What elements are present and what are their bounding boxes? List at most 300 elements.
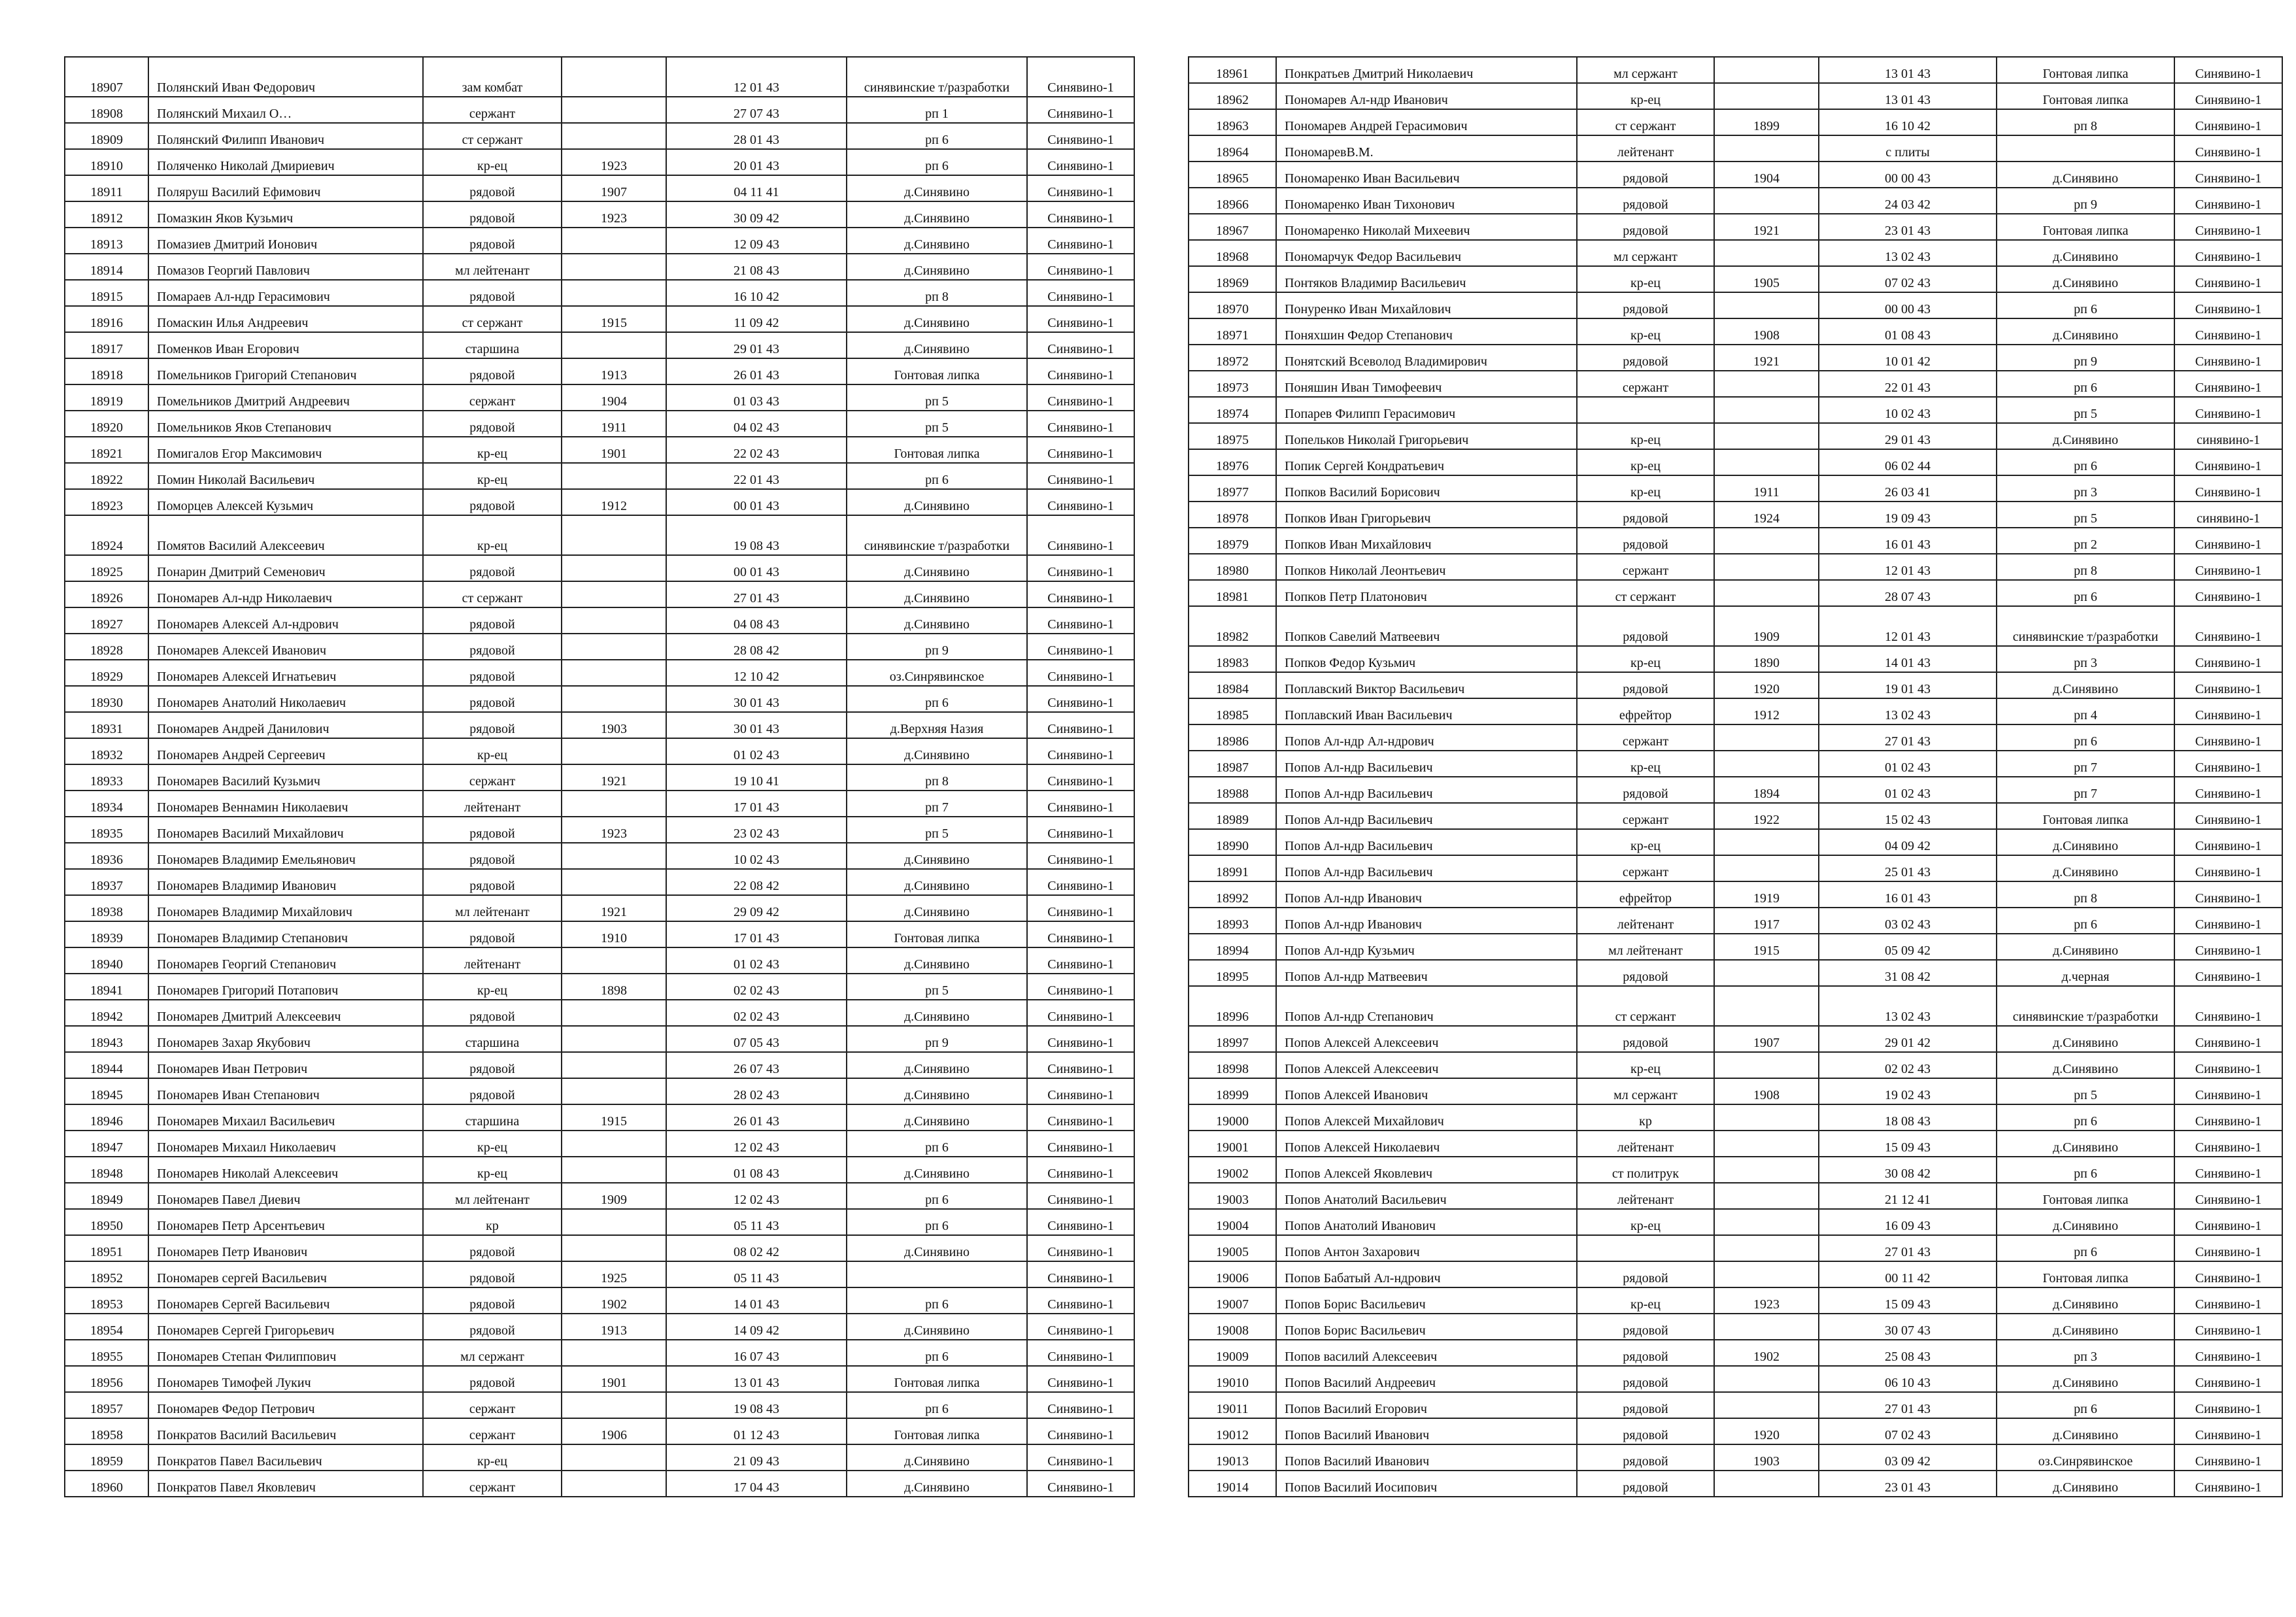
- rank-cell: рядовой: [423, 175, 562, 201]
- table-row: [65, 1104, 1134, 1131]
- death-date-cell: 19 01 43: [1819, 672, 1997, 698]
- birth-year-cell: [1714, 397, 1819, 423]
- death-date-cell: 10 02 43: [666, 843, 847, 869]
- cemetery-cell: Синявино-1: [2174, 135, 2282, 162]
- rank-cell: рядовой: [423, 921, 562, 947]
- record-number-cell: 18977: [1189, 475, 1276, 502]
- record-number-cell: 18984: [1189, 672, 1276, 698]
- death-date-cell: 30 09 42: [666, 201, 847, 228]
- record-number-cell: 19003: [1189, 1183, 1276, 1209]
- cemetery-cell: Синявино-1: [1027, 175, 1134, 201]
- table-row: [65, 660, 1134, 686]
- birth-year-cell: 1913: [562, 358, 666, 384]
- cemetery-cell: Синявино-1: [1027, 515, 1134, 555]
- table-row: [1189, 881, 2282, 908]
- cemetery-cell: Синявино-1: [2174, 1314, 2282, 1340]
- burial-place-cell: рп 5: [1997, 1078, 2174, 1104]
- full-name-cell: Пономарев Иван Петрович: [148, 1052, 423, 1078]
- right-roster-sheet: [1188, 56, 2283, 1497]
- full-name-cell: Понарин Дмитрий Семенович: [148, 555, 423, 581]
- burial-place-cell: рп 6: [847, 149, 1027, 175]
- rank-cell: рядовой: [1577, 1366, 1714, 1392]
- burial-place-cell: рп 6: [1997, 292, 2174, 318]
- birth-year-cell: 1905: [1714, 266, 1819, 292]
- cemetery-cell: Синявино-1: [1027, 437, 1134, 463]
- record-number-cell: 18997: [1189, 1026, 1276, 1052]
- rank-cell: кр-ец: [423, 738, 562, 764]
- full-name-cell: Попик Сергей Кондратьевич: [1276, 449, 1577, 475]
- death-date-cell: 16 07 43: [666, 1340, 847, 1366]
- rank-cell: сержант: [423, 1418, 562, 1444]
- cemetery-cell: Синявино-1: [1027, 738, 1134, 764]
- rank-cell: сержант: [423, 1392, 562, 1418]
- record-number-cell: 18937: [65, 869, 148, 895]
- birth-year-cell: [1714, 528, 1819, 554]
- record-number-cell: 18998: [1189, 1052, 1276, 1078]
- full-name-cell: Поляченко Николай Дмириевич: [148, 149, 423, 175]
- rank-cell: [1577, 1235, 1714, 1261]
- burial-place-cell: д.Синявино: [1997, 1026, 2174, 1052]
- record-number-cell: 18980: [1189, 554, 1276, 580]
- full-name-cell: Попов Ал-ндр Васильевич: [1276, 751, 1577, 777]
- full-name-cell: Поляруш Василий Ефимович: [148, 175, 423, 201]
- birth-year-cell: 1903: [1714, 1444, 1819, 1471]
- burial-place-cell: рп 7: [1997, 777, 2174, 803]
- cemetery-cell: Синявино-1: [2174, 908, 2282, 934]
- death-date-cell: 28 08 42: [666, 634, 847, 660]
- table-row: [65, 515, 1134, 555]
- cemetery-cell: Синявино-1: [1027, 463, 1134, 489]
- table-row: [1189, 292, 2282, 318]
- record-number-cell: 19005: [1189, 1235, 1276, 1261]
- table-row: [65, 175, 1134, 201]
- rank-cell: рядовой: [1577, 1418, 1714, 1444]
- full-name-cell: Попков Иван Григорьевич: [1276, 502, 1577, 528]
- record-number-cell: 18995: [1189, 960, 1276, 986]
- table-row: [1189, 724, 2282, 751]
- birth-year-cell: [562, 123, 666, 149]
- cemetery-cell: Синявино-1: [2174, 1131, 2282, 1157]
- record-number-cell: 18931: [65, 712, 148, 738]
- burial-place-cell: рп 6: [1997, 371, 2174, 397]
- cemetery-cell: Синявино-1: [1027, 1261, 1134, 1287]
- burial-place-cell: рп 4: [1997, 698, 2174, 724]
- table-row: [1189, 162, 2282, 188]
- full-name-cell: Помельников Яков Степанович: [148, 411, 423, 437]
- table-row: [1189, 1104, 2282, 1131]
- cemetery-cell: Синявино-1: [1027, 1157, 1134, 1183]
- record-number-cell: 18935: [65, 817, 148, 843]
- record-number-cell: 18925: [65, 555, 148, 581]
- death-date-cell: 28 07 43: [1819, 580, 1997, 606]
- burial-place-cell: д.Синявино: [847, 581, 1027, 607]
- birth-year-cell: [562, 581, 666, 607]
- rank-cell: рядовой: [1577, 1471, 1714, 1497]
- cemetery-cell: Синявино-1: [1027, 1026, 1134, 1052]
- birth-year-cell: [1714, 1104, 1819, 1131]
- full-name-cell: Попов Алексей Михайлович: [1276, 1104, 1577, 1131]
- full-name-cell: Попов Алексей Алексеевич: [1276, 1026, 1577, 1052]
- birth-year-cell: [1714, 292, 1819, 318]
- rank-cell: кр-ец: [1577, 1052, 1714, 1078]
- table-row: [65, 97, 1134, 123]
- birth-year-cell: [562, 607, 666, 634]
- table-row: [1189, 1287, 2282, 1314]
- table-row: [1189, 908, 2282, 934]
- full-name-cell: Попов Ал-ндр Иванович: [1276, 908, 1577, 934]
- table-row: [65, 1261, 1134, 1287]
- cemetery-cell: Синявино-1: [1027, 895, 1134, 921]
- rank-cell: кр-ец: [1577, 1209, 1714, 1235]
- rank-cell: старшина: [423, 1026, 562, 1052]
- record-number-cell: 18963: [1189, 109, 1276, 135]
- burial-place-cell: рп 6: [1997, 1157, 2174, 1183]
- cemetery-cell: Синявино-1: [2174, 214, 2282, 240]
- full-name-cell: Пономарев Андрей Герасимович: [1276, 109, 1577, 135]
- rank-cell: сержант: [1577, 724, 1714, 751]
- death-date-cell: 02 02 43: [666, 974, 847, 1000]
- record-number-cell: 18942: [65, 1000, 148, 1026]
- death-date-cell: 30 07 43: [1819, 1314, 1997, 1340]
- full-name-cell: Понкратьев Дмитрий Николаевич: [1276, 57, 1577, 83]
- cemetery-cell: Синявино-1: [1027, 1392, 1134, 1418]
- table-row: [65, 791, 1134, 817]
- rank-cell: рядовой: [1577, 528, 1714, 554]
- record-number-cell: 18915: [65, 280, 148, 306]
- cemetery-cell: Синявино-1: [1027, 791, 1134, 817]
- birth-year-cell: [562, 1157, 666, 1183]
- table-row: [65, 463, 1134, 489]
- table-row: [1189, 1235, 2282, 1261]
- birth-year-cell: 1922: [1714, 803, 1819, 829]
- table-row: [65, 764, 1134, 791]
- burial-place-cell: рп 6: [1997, 580, 2174, 606]
- burial-place-cell: рп 3: [1997, 646, 2174, 672]
- death-date-cell: 29 01 42: [1819, 1026, 1997, 1052]
- birth-year-cell: 1915: [562, 306, 666, 332]
- birth-year-cell: 1909: [1714, 606, 1819, 646]
- death-date-cell: 14 09 42: [666, 1314, 847, 1340]
- rank-cell: рядовой: [1577, 672, 1714, 698]
- cemetery-cell: Синявино-1: [2174, 475, 2282, 502]
- birth-year-cell: 1909: [562, 1183, 666, 1209]
- record-number-cell: 18954: [65, 1314, 148, 1340]
- full-name-cell: Поплавский Иван Васильевич: [1276, 698, 1577, 724]
- table-row: [65, 1392, 1134, 1418]
- table-row: [65, 1078, 1134, 1104]
- death-date-cell: 10 02 43: [1819, 397, 1997, 423]
- death-date-cell: 00 01 43: [666, 555, 847, 581]
- rank-cell: лейтенант: [1577, 908, 1714, 934]
- cemetery-cell: Синявино-1: [1027, 280, 1134, 306]
- cemetery-cell: Синявино-1: [2174, 803, 2282, 829]
- full-name-cell: Пономарев Иван Степанович: [148, 1078, 423, 1104]
- record-number-cell: 18955: [65, 1340, 148, 1366]
- burial-place-cell: д.Синявино: [1997, 1209, 2174, 1235]
- full-name-cell: Пономарев Анатолий Николаевич: [148, 686, 423, 712]
- cemetery-cell: Синявино-1: [1027, 1131, 1134, 1157]
- birth-year-cell: 1904: [562, 384, 666, 411]
- full-name-cell: Попов Ал-ндр Васильевич: [1276, 803, 1577, 829]
- burial-place-cell: рп 6: [847, 123, 1027, 149]
- full-name-cell: Попков Савелий Матвеевич: [1276, 606, 1577, 646]
- cemetery-cell: Синявино-1: [2174, 1287, 2282, 1314]
- death-date-cell: 15 09 43: [1819, 1131, 1997, 1157]
- burial-place-cell: рп 5: [847, 384, 1027, 411]
- death-date-cell: 16 01 43: [1819, 528, 1997, 554]
- rank-cell: мл сержант: [1577, 240, 1714, 266]
- burial-place-cell: рп 6: [847, 463, 1027, 489]
- full-name-cell: Пономарев Алексей Иванович: [148, 634, 423, 660]
- record-number-cell: 19006: [1189, 1261, 1276, 1287]
- full-name-cell: Пономарев Владимир Емельянович: [148, 843, 423, 869]
- record-number-cell: 18970: [1189, 292, 1276, 318]
- death-date-cell: 13 01 43: [1819, 83, 1997, 109]
- full-name-cell: Пономарев Василий Кузьмич: [148, 764, 423, 791]
- cemetery-cell: Синявино-1: [1027, 843, 1134, 869]
- rank-cell: кр-ец: [423, 1444, 562, 1471]
- rank-cell: мл лейтенант: [423, 895, 562, 921]
- death-date-cell: 03 09 42: [1819, 1444, 1997, 1471]
- burial-place-cell: д.Синявино: [847, 1471, 1027, 1497]
- death-date-cell: 04 02 43: [666, 411, 847, 437]
- birth-year-cell: [1714, 371, 1819, 397]
- rank-cell: кр-ец: [1577, 318, 1714, 345]
- record-number-cell: 18976: [1189, 449, 1276, 475]
- full-name-cell: Пономарев Андрей Сергеевич: [148, 738, 423, 764]
- record-number-cell: 18996: [1189, 986, 1276, 1026]
- death-date-cell: 27 01 43: [1819, 1392, 1997, 1418]
- birth-year-cell: 1903: [562, 712, 666, 738]
- burial-place-cell: Гонтовая липка: [1997, 1183, 2174, 1209]
- burial-place-cell: д.Верхняя Назия: [847, 712, 1027, 738]
- death-date-cell: 01 03 43: [666, 384, 847, 411]
- record-number-cell: 18939: [65, 921, 148, 947]
- cemetery-cell: Синявино-1: [1027, 228, 1134, 254]
- birth-year-cell: [1714, 751, 1819, 777]
- record-number-cell: 18945: [65, 1078, 148, 1104]
- burial-place-cell: д.Синявино: [847, 1235, 1027, 1261]
- rank-cell: мл лейтенант: [423, 1183, 562, 1209]
- record-number-cell: 18941: [65, 974, 148, 1000]
- birth-year-cell: [1714, 1392, 1819, 1418]
- burial-place-cell: синявинские т/разработки: [847, 515, 1027, 555]
- rank-cell: рядовой: [423, 358, 562, 384]
- rank-cell: кр-ец: [423, 437, 562, 463]
- rank-cell: рядовой: [423, 228, 562, 254]
- full-name-cell: Пономарев Захар Якубович: [148, 1026, 423, 1052]
- cemetery-cell: Синявино-1: [1027, 97, 1134, 123]
- burial-place-cell: д.Синявино: [1997, 1366, 2174, 1392]
- birth-year-cell: [562, 515, 666, 555]
- full-name-cell: Попков Федор Кузьмич: [1276, 646, 1577, 672]
- record-number-cell: 18959: [65, 1444, 148, 1471]
- birth-year-cell: [1714, 1131, 1819, 1157]
- table-row: [65, 57, 1134, 97]
- birth-year-cell: 1908: [1714, 1078, 1819, 1104]
- birth-year-cell: 1915: [562, 1104, 666, 1131]
- table-row: [1189, 1340, 2282, 1366]
- rank-cell: сержант: [1577, 855, 1714, 881]
- death-date-cell: 27 07 43: [666, 97, 847, 123]
- birth-year-cell: [562, 463, 666, 489]
- death-date-cell: 24 03 42: [1819, 188, 1997, 214]
- record-number-cell: 18999: [1189, 1078, 1276, 1104]
- burial-place-cell: д.Синявино: [1997, 423, 2174, 449]
- cemetery-cell: Синявино-1: [1027, 974, 1134, 1000]
- burial-place-cell: д.Синявино: [847, 1444, 1027, 1471]
- rank-cell: мл сержант: [1577, 1078, 1714, 1104]
- cemetery-cell: Синявино-1: [1027, 869, 1134, 895]
- cemetery-cell: Синявино-1: [2174, 724, 2282, 751]
- cemetery-cell: Синявино-1: [2174, 881, 2282, 908]
- birth-year-cell: 1908: [1714, 318, 1819, 345]
- record-number-cell: 18950: [65, 1209, 148, 1235]
- death-date-cell: 06 02 44: [1819, 449, 1997, 475]
- burial-place-cell: рп 7: [847, 791, 1027, 817]
- record-number-cell: 18948: [65, 1157, 148, 1183]
- full-name-cell: Попов Ал-ндр Кузьмич: [1276, 934, 1577, 960]
- full-name-cell: Попарев Филипп Герасимович: [1276, 397, 1577, 423]
- full-name-cell: Пономарев Веннамин Николаевич: [148, 791, 423, 817]
- death-date-cell: 22 08 42: [666, 869, 847, 895]
- table-row: [65, 149, 1134, 175]
- table-row: [65, 555, 1134, 581]
- rank-cell: рядовой: [423, 634, 562, 660]
- burial-place-cell: д.Синявино: [847, 869, 1027, 895]
- rank-cell: мл сержант: [423, 1340, 562, 1366]
- birth-year-cell: [1714, 986, 1819, 1026]
- birth-year-cell: [1714, 580, 1819, 606]
- rank-cell: рядовой: [1577, 188, 1714, 214]
- record-number-cell: 18943: [65, 1026, 148, 1052]
- birth-year-cell: [562, 555, 666, 581]
- full-name-cell: Попков Петр Платонович: [1276, 580, 1577, 606]
- burial-place-cell: Гонтовая липка: [1997, 1261, 2174, 1287]
- full-name-cell: Попов Анатолий Иванович: [1276, 1209, 1577, 1235]
- death-date-cell: 29 01 43: [666, 332, 847, 358]
- burial-place-cell: Гонтовая липка: [1997, 214, 2174, 240]
- full-name-cell: Пономарев Дмитрий Алексеевич: [148, 1000, 423, 1026]
- death-date-cell: 27 01 43: [1819, 1235, 1997, 1261]
- record-number-cell: 18993: [1189, 908, 1276, 934]
- burial-place-cell: д.Синявино: [1997, 318, 2174, 345]
- rank-cell: кр-ец: [1577, 646, 1714, 672]
- table-row: [65, 1000, 1134, 1026]
- full-name-cell: Попков Иван Михайлович: [1276, 528, 1577, 554]
- birth-year-cell: 1919: [1714, 881, 1819, 908]
- table-row: [65, 712, 1134, 738]
- full-name-cell: Попов Ал-ндр Ал-ндрович: [1276, 724, 1577, 751]
- cemetery-cell: Синявино-1: [1027, 1183, 1134, 1209]
- full-name-cell: Понтяков Владимир Васильевич: [1276, 266, 1577, 292]
- death-date-cell: 07 02 43: [1819, 1418, 1997, 1444]
- cemetery-cell: Синявино-1: [2174, 1235, 2282, 1261]
- rank-cell: рядовой: [1577, 1026, 1714, 1052]
- table-row: [1189, 109, 2282, 135]
- burial-place-cell: рп 2: [1997, 528, 2174, 554]
- table-row: [1189, 528, 2282, 554]
- table-row: [1189, 1078, 2282, 1104]
- full-name-cell: Полянский Иван Федорович: [148, 57, 423, 97]
- table-row: [1189, 986, 2282, 1026]
- record-number-cell: 18967: [1189, 214, 1276, 240]
- table-row: [1189, 397, 2282, 423]
- cemetery-cell: Синявино-1: [1027, 1078, 1134, 1104]
- rank-cell: ст сержант: [423, 581, 562, 607]
- birth-year-cell: 1923: [562, 149, 666, 175]
- full-name-cell: Помаскин Илья Андреевич: [148, 306, 423, 332]
- death-date-cell: 25 08 43: [1819, 1340, 1997, 1366]
- table-row: [1189, 1183, 2282, 1209]
- rank-cell: старшина: [423, 332, 562, 358]
- birth-year-cell: 1924: [1714, 502, 1819, 528]
- cemetery-cell: Синявино-1: [2174, 292, 2282, 318]
- record-number-cell: 19000: [1189, 1104, 1276, 1131]
- table-row: [1189, 371, 2282, 397]
- death-date-cell: 04 09 42: [1819, 829, 1997, 855]
- cemetery-cell: Синявино-1: [2174, 777, 2282, 803]
- record-number-cell: 18936: [65, 843, 148, 869]
- table-row: [65, 1366, 1134, 1392]
- full-name-cell: Пономарев Григорий Потапович: [148, 974, 423, 1000]
- table-row: [1189, 580, 2282, 606]
- birth-year-cell: [1714, 1052, 1819, 1078]
- left-roster-sheet: [64, 56, 1135, 1497]
- record-number-cell: 18929: [65, 660, 148, 686]
- cemetery-cell: Синявино-1: [2174, 1078, 2282, 1104]
- cemetery-cell: Синявино-1: [2174, 855, 2282, 881]
- full-name-cell: Пономарев Василий Михайлович: [148, 817, 423, 843]
- record-number-cell: 18927: [65, 607, 148, 634]
- record-number-cell: 18991: [1189, 855, 1276, 881]
- death-date-cell: 25 01 43: [1819, 855, 1997, 881]
- full-name-cell: Попков Николай Леонтьевич: [1276, 554, 1577, 580]
- table-row: [65, 1157, 1134, 1183]
- record-number-cell: 18923: [65, 489, 148, 515]
- rank-cell: кр-ец: [1577, 829, 1714, 855]
- rank-cell: рядовой: [423, 686, 562, 712]
- birth-year-cell: [1714, 188, 1819, 214]
- cemetery-cell: Синявино-1: [1027, 764, 1134, 791]
- birth-year-cell: [1714, 1471, 1819, 1497]
- death-date-cell: 29 09 42: [666, 895, 847, 921]
- table-row: [1189, 1261, 2282, 1287]
- rank-cell: ст политрук: [1577, 1157, 1714, 1183]
- burial-place-cell: д.Синявино: [847, 843, 1027, 869]
- death-date-cell: 01 02 43: [666, 947, 847, 974]
- death-date-cell: 01 12 43: [666, 1418, 847, 1444]
- table-row: [65, 1471, 1134, 1497]
- birth-year-cell: 1894: [1714, 777, 1819, 803]
- record-number-cell: 19004: [1189, 1209, 1276, 1235]
- full-name-cell: Попов василий Алексеевич: [1276, 1340, 1577, 1366]
- table-row: [1189, 698, 2282, 724]
- birth-year-cell: [562, 634, 666, 660]
- death-date-cell: 13 02 43: [1819, 698, 1997, 724]
- cemetery-cell: Синявино-1: [1027, 306, 1134, 332]
- birth-year-cell: [1714, 83, 1819, 109]
- birth-year-cell: [1714, 724, 1819, 751]
- table-row: [65, 817, 1134, 843]
- table-row: [1189, 1444, 2282, 1471]
- full-name-cell: Пономарев Георгий Степанович: [148, 947, 423, 974]
- cemetery-cell: Синявино-1: [2174, 449, 2282, 475]
- full-name-cell: Пономарев Павел Диевич: [148, 1183, 423, 1209]
- record-number-cell: 18924: [65, 515, 148, 555]
- rank-cell: кр-ец: [423, 515, 562, 555]
- record-number-cell: 18972: [1189, 345, 1276, 371]
